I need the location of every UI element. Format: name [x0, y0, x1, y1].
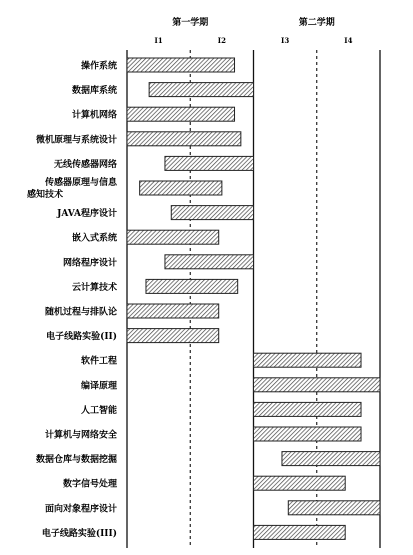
course-bar: [165, 255, 254, 269]
course-label: 数据库系统: [71, 86, 117, 97]
quarter-label: I1: [154, 36, 163, 45]
course-bar: [127, 230, 219, 244]
course-bar: [254, 378, 381, 392]
course-label: 计算机与网络安全: [44, 430, 117, 441]
course-bar: [254, 525, 346, 539]
course-bar: [127, 107, 235, 121]
course-label: 嵌入式系统: [71, 233, 117, 244]
course-bar: [127, 304, 219, 318]
course-label: 操作系统: [80, 61, 117, 72]
course-label: 数据仓库与数据挖掘: [35, 455, 117, 466]
grid-lines: [127, 50, 380, 548]
course-bar: [288, 501, 380, 515]
course-bar: [254, 476, 346, 490]
course-label: 电子线路实验(III): [41, 528, 117, 539]
course-label: 传感器原理与信息: [44, 178, 117, 188]
course-bar: [165, 156, 254, 170]
course-label: 软件工程: [80, 356, 117, 367]
course-label: 无线传感器网络: [53, 159, 117, 170]
course-label: 微机原理与系统设计: [35, 135, 117, 146]
course-bar: [146, 279, 238, 293]
course-label: 电子线路实验(II): [46, 332, 117, 343]
course-label: 随机过程与排队论: [44, 307, 117, 318]
quarter-label: I3: [281, 36, 290, 45]
course-label: 计算机网络: [71, 110, 117, 121]
course-label: 网络程序设计: [62, 258, 117, 269]
course-bar: [127, 329, 219, 343]
course-label: 数字信号处理: [62, 479, 117, 490]
course-bar: [127, 132, 241, 146]
course-bar: [140, 181, 222, 195]
course-bar: [127, 58, 235, 72]
course-label: 面向对象程序设计: [44, 504, 117, 515]
course-bar: [282, 452, 380, 466]
quarter-label: I4: [344, 36, 353, 45]
quarter-label: I2: [217, 36, 226, 45]
course-label: 云计算技术: [71, 282, 117, 293]
course-label: 感知技术: [27, 190, 64, 200]
course-label: 人工智能: [80, 405, 117, 416]
course-label: JAVA程序设计: [57, 209, 117, 220]
course-bar: [149, 83, 253, 97]
semester-label: 第二学期: [298, 18, 335, 28]
semester-header: [155, 16, 353, 45]
semester-label: 第一学期: [172, 18, 209, 28]
course-labels: [27, 60, 118, 539]
course-label: 编译原理: [80, 381, 117, 392]
course-bar: [254, 402, 362, 416]
course-bar: [171, 206, 253, 220]
course-bar: [254, 353, 362, 367]
course-bar: [254, 427, 362, 441]
